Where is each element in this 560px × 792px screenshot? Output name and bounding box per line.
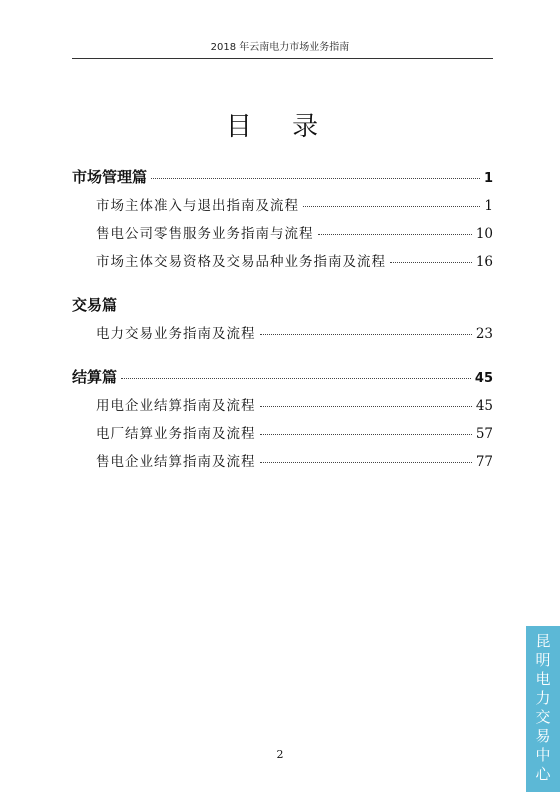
toc-item[interactable] xyxy=(72,450,493,478)
toc-item-label: 电力交易业务指南及流程 xyxy=(96,326,256,342)
toc-page-number: 1 xyxy=(483,171,493,186)
toc-page-number: 45 xyxy=(474,371,493,386)
dot-leader xyxy=(318,234,472,235)
dot-leader xyxy=(260,406,472,407)
toc-item-label: 市场主体准入与退出指南及流程 xyxy=(96,198,299,214)
dot-leader xyxy=(260,462,472,463)
toc-item-label: 售电公司零售服务业务指南与流程 xyxy=(96,226,314,242)
toc-section-label: 结算篇 xyxy=(72,368,118,386)
toc-item[interactable] xyxy=(72,322,493,350)
toc-page-number: 1 xyxy=(484,198,493,214)
header-rule xyxy=(72,58,493,59)
dot-leader xyxy=(260,334,472,335)
dot-leader xyxy=(151,178,480,179)
toc-item-label: 电厂结算业务指南及流程 xyxy=(96,426,256,442)
section-gap xyxy=(72,278,493,294)
toc-item[interactable] xyxy=(72,422,493,450)
toc-item[interactable] xyxy=(72,394,493,422)
toc-section-label: 市场管理篇 xyxy=(72,168,148,186)
side-tab-label: 昆明电力交易中心 xyxy=(533,633,552,785)
toc-item-label: 售电企业结算指南及流程 xyxy=(96,454,256,470)
toc-section-market-management[interactable] xyxy=(72,166,493,194)
side-tab xyxy=(526,626,560,792)
toc-page-number: 16 xyxy=(475,254,493,270)
dot-leader xyxy=(260,434,472,435)
dot-leader xyxy=(390,262,472,263)
toc-section-settlement[interactable] xyxy=(72,366,493,394)
dot-leader xyxy=(303,206,480,207)
toc-page-number: 23 xyxy=(475,326,493,342)
section-gap xyxy=(72,350,493,366)
toc-section-label: 交易篇 xyxy=(72,296,118,314)
page-number: 2 xyxy=(276,748,284,761)
toc-item-label: 市场主体交易资格及交易品种业务指南及流程 xyxy=(96,254,386,270)
table-of-contents xyxy=(72,166,493,478)
toc-item[interactable] xyxy=(72,250,493,278)
toc-title: 目 录 xyxy=(225,112,335,142)
toc-item[interactable] xyxy=(72,194,493,222)
toc-page-number: 45 xyxy=(475,398,493,414)
toc-page-number: 57 xyxy=(475,426,493,442)
toc-item-label: 用电企业结算指南及流程 xyxy=(96,398,256,414)
toc-page-number: 10 xyxy=(475,226,493,242)
toc-page-number: 77 xyxy=(475,454,493,470)
toc-item[interactable] xyxy=(72,222,493,250)
dot-leader xyxy=(121,378,471,379)
toc-section-trading[interactable] xyxy=(72,294,493,322)
running-header: 2018 年云南电力市场业务指南 xyxy=(210,42,350,53)
